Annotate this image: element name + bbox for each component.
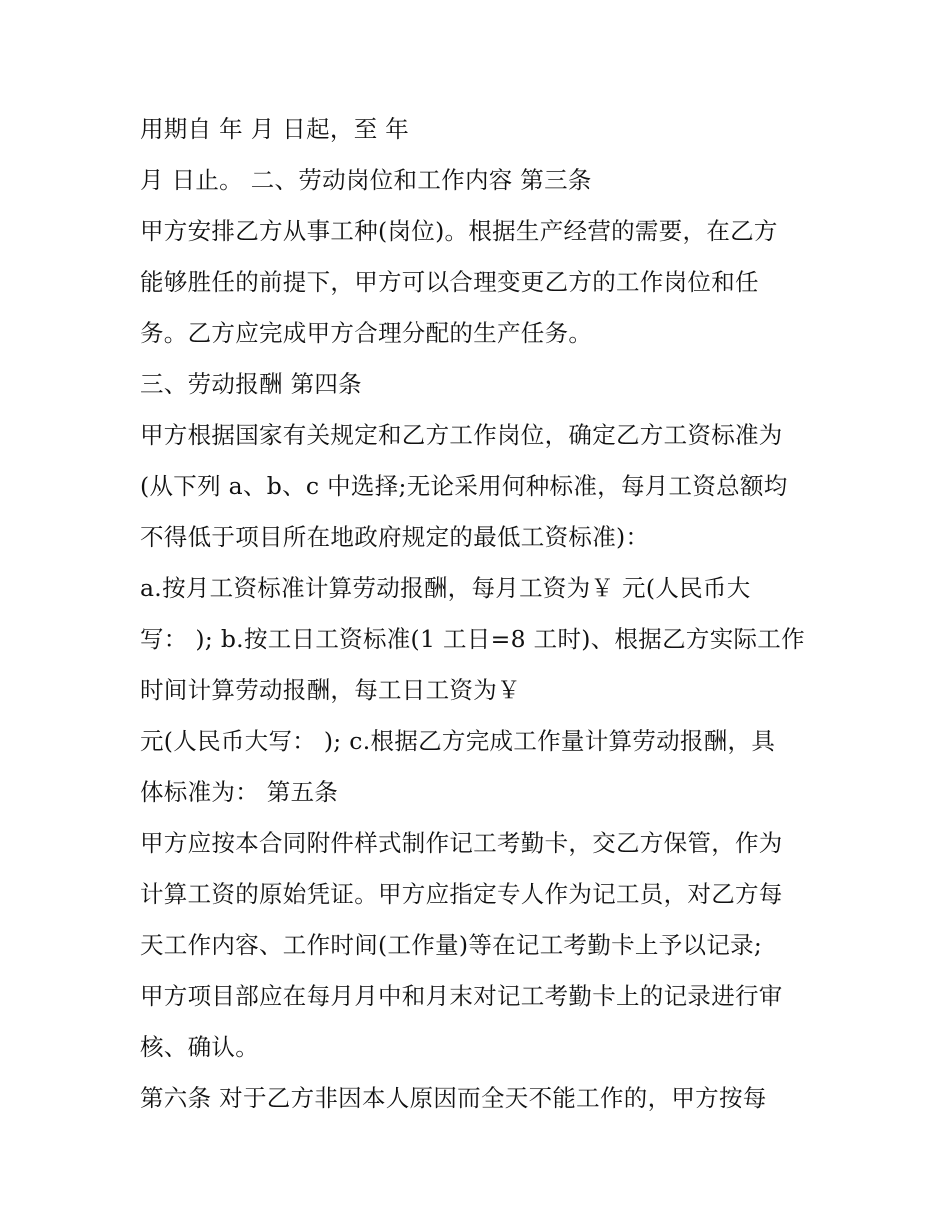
section-heading-line: 三、劳动报酬 第四条 [140,370,362,398]
text-line: 甲方应按本合同附件样式制作记工考勤卡，交乙方保管，作为 [140,829,783,857]
text-line: 体标准为： 第五条 [140,778,339,806]
text-line: 第六条 对于乙方非因本人原因而全天不能工作的，甲方按每 [140,1084,767,1112]
text-line: 核、确认。 [140,1033,259,1061]
text-line: 天工作内容、工作时间(工作量)等在记工考勤卡上予以记录; [140,931,763,959]
text-line: 时间计算劳动报酬，每工日工资为￥ [140,676,521,704]
document-body [140,104,820,1124]
text-line: (从下列 a、b、c 中选择;无论采用何种标准，每月工资总额均 [140,472,788,500]
text-line: 月 日止。 二、劳动岗位和工作内容 第三条 [140,166,592,194]
text-line: 写： ); b.按工日工资标准(1 工日=8 工时)、根据乙方实际工作 [140,625,805,653]
text-line: 甲方安排乙方从事工种(岗位)。根据生产经营的需要，在乙方 [140,217,778,245]
text-line: a.按月工资标准计算劳动报酬，每月工资为￥ 元(人民币大 [140,574,751,602]
text-line: 用期自 年 月 日起，至 年 [140,115,410,143]
text-line: 计算工资的原始凭证。甲方应指定专人作为记工员，对乙方每 [140,880,783,908]
text-line: 不得低于项目所在地政府规定的最低工资标准)： [140,523,650,551]
text-line: 甲方项目部应在每月月中和月末对记工考勤卡上的记录进行审 [140,982,783,1010]
text-line: 能够胜任的前提下，甲方可以合理变更乙方的工作岗位和任 [140,268,759,296]
text-line: 甲方根据国家有关规定和乙方工作岗位，确定乙方工资标准为 [140,421,783,449]
text-line: 元(人民币大写： ); c.根据乙方完成工作量计算劳动报酬，具 [140,727,776,755]
text-line: 务。乙方应完成甲方合理分配的生产任务。 [140,319,593,347]
